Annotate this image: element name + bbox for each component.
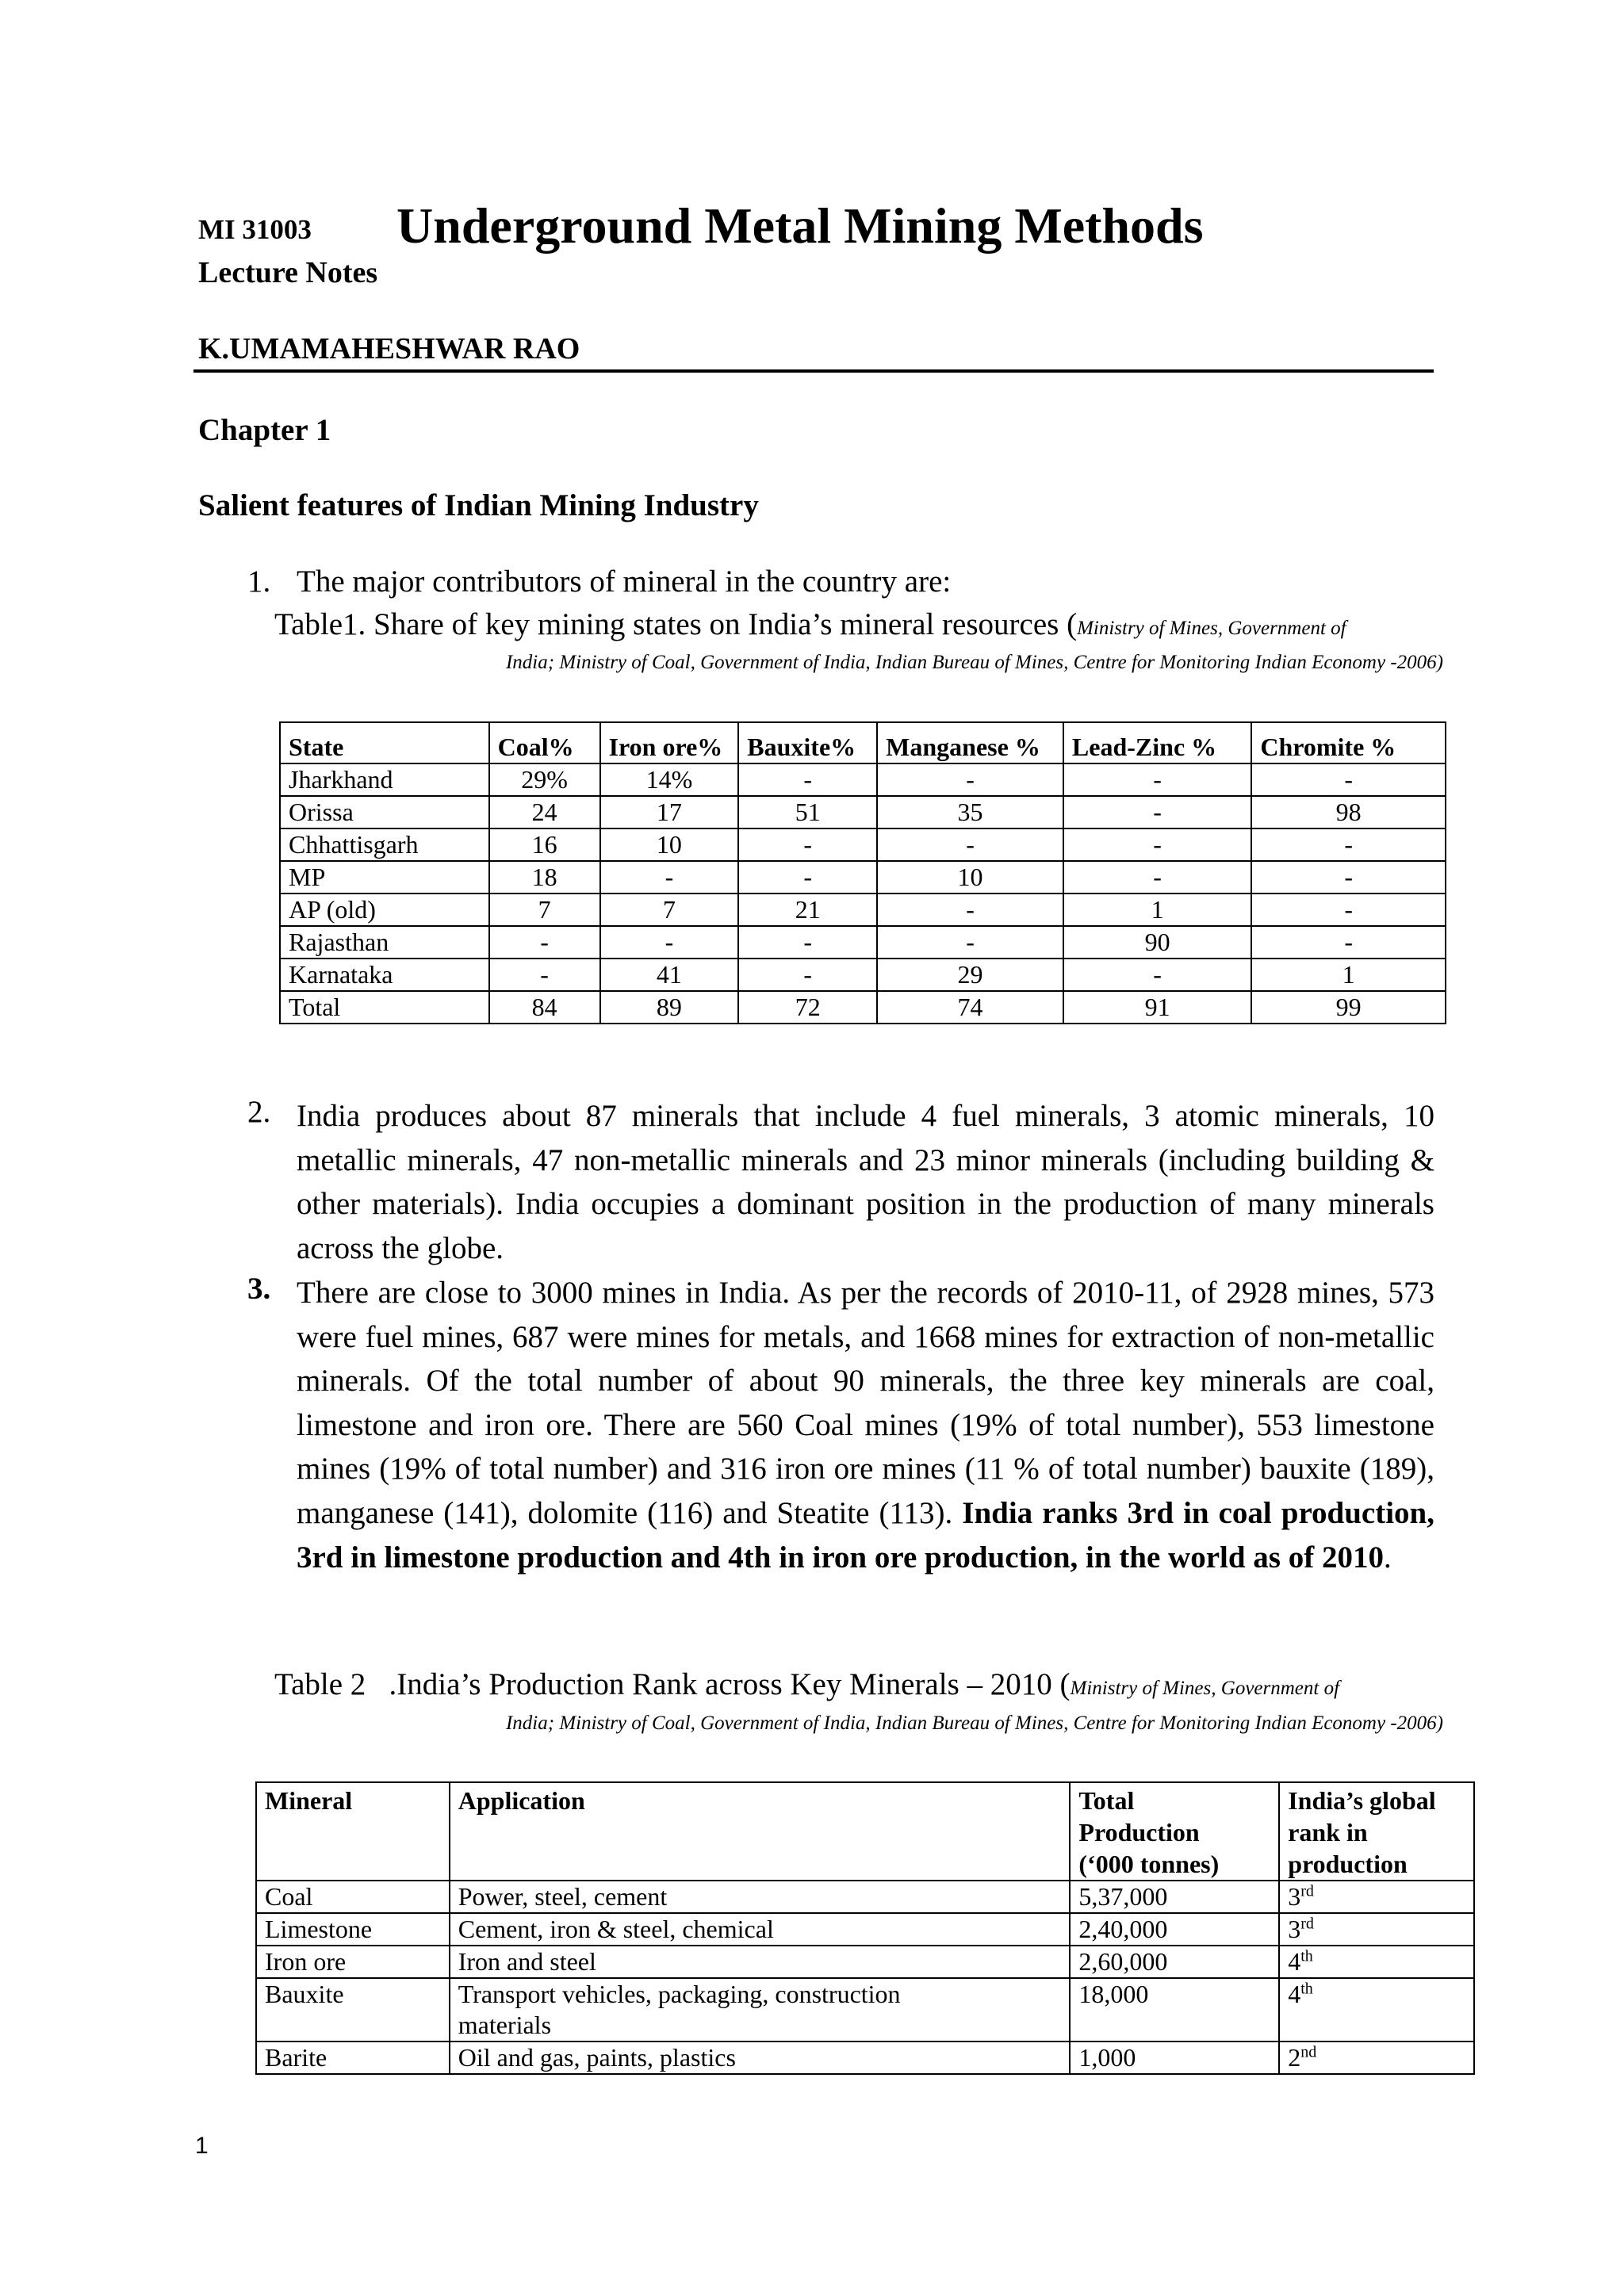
production-cell: 5,37,000	[1070, 1881, 1279, 1913]
table-row	[280, 828, 1446, 861]
mineral-cell: Barite	[256, 2042, 450, 2074]
column-header: Chromite %	[1251, 722, 1446, 763]
table-cell: 29	[877, 959, 1063, 991]
item-text-bold: India ranks 3rd in coal production, 3rd in limestone production and 4th in iron ore production, in the world as of 2010	[297, 1495, 1434, 1575]
mineral-cell: Coal	[256, 1881, 450, 1913]
table1-source-line1: Ministry of Mines, Government of	[1077, 618, 1346, 639]
mineral-cell: Bauxite	[256, 1978, 450, 2042]
table-cell: -	[1251, 828, 1446, 861]
page-number: 1	[195, 2133, 209, 2159]
table-row	[256, 1881, 1474, 1913]
column-header: State	[280, 722, 489, 763]
production-rank-table	[255, 1781, 1475, 2075]
table-cell: 1	[1251, 959, 1446, 991]
table-cell: -	[738, 763, 877, 796]
table1-caption-text: Table1. Share of key mining states on India’s mineral resources (	[274, 607, 1078, 641]
item-number: 2.	[247, 1095, 271, 1129]
rank-suffix: rd	[1300, 1915, 1314, 1933]
state-cell: Rajasthan	[280, 926, 489, 959]
table1-source-line2: India; Ministry of Coal, Government of India, Indian Bureau of Mines, Centre for Monitoring Indian Economy -2006)	[505, 652, 1443, 673]
table-cell: -	[1063, 861, 1251, 894]
table-cell: 29%	[489, 763, 600, 796]
table-row	[280, 763, 1446, 796]
table-cell: -	[1063, 828, 1251, 861]
table-cell: 17	[600, 796, 739, 828]
table-cell: 99	[1251, 991, 1446, 1024]
page-title: Underground Metal Mining Methods	[396, 197, 1204, 254]
table-row	[280, 959, 1446, 991]
table2-caption-text: Table 2 .India’s Production Rank across Key Minerals – 2010 (	[274, 1667, 1071, 1701]
table-cell: -	[1063, 959, 1251, 991]
table-cell: -	[1251, 894, 1446, 926]
state-cell: AP (old)	[280, 894, 489, 926]
production-cell: 1,000	[1070, 2042, 1279, 2074]
item-text-end: .	[1383, 1540, 1392, 1575]
table-cell: 89	[600, 991, 739, 1024]
table-header-row	[280, 722, 1446, 763]
list-item-text: The major contributors of mineral in the country are:	[297, 564, 952, 599]
column-header: Mineral	[256, 1782, 450, 1881]
rank-cell	[1279, 1946, 1474, 1978]
table-cell: -	[877, 763, 1063, 796]
rank-cell	[1279, 1881, 1474, 1913]
table-row	[256, 1913, 1474, 1946]
table-cell: -	[738, 828, 877, 861]
table-cell: 41	[600, 959, 739, 991]
table-cell: 72	[738, 991, 877, 1024]
table-cell: -	[600, 926, 739, 959]
production-cell: 2,60,000	[1070, 1946, 1279, 1978]
mining-states-table	[279, 721, 1446, 1024]
table-cell: -	[877, 894, 1063, 926]
table-cell: -	[600, 861, 739, 894]
author: K.UMAMAHESHWAR RAO	[198, 332, 580, 365]
state-cell: Jharkhand	[280, 763, 489, 796]
table1-caption	[274, 607, 1346, 642]
table-row-total	[280, 991, 1446, 1024]
list-item-text: India produces about 87 minerals that include 4 fuel minerals, 3 atomic minerals, 10 metallic minerals, 47 non-metallic minerals and 23 minor minerals (including building & other materials). India occupies a dominant position in the production of many minerals across the globe.	[297, 1099, 1434, 1265]
column-header: Bauxite%	[738, 722, 877, 763]
table-cell: 10	[600, 828, 739, 861]
rank-suffix: rd	[1300, 1882, 1314, 1900]
table-cell: -	[1063, 796, 1251, 828]
table-cell: 74	[877, 991, 1063, 1024]
column-header: Manganese %	[877, 722, 1063, 763]
table-cell: 84	[489, 991, 600, 1024]
state-cell: Chhattisgarh	[280, 828, 489, 861]
item-number: 3.	[247, 1272, 271, 1306]
table-row	[280, 861, 1446, 894]
table-row	[256, 2042, 1474, 2074]
production-cell: 18,000	[1070, 1978, 1279, 2042]
table-cell: 18	[489, 861, 600, 894]
state-cell: MP	[280, 861, 489, 894]
table-cell: -	[1251, 763, 1446, 796]
rank-value: 3	[1288, 1882, 1301, 1911]
column-header: Application	[450, 1782, 1071, 1881]
course-code: MI 31003	[198, 214, 312, 245]
mineral-cell: Iron ore	[256, 1946, 450, 1978]
state-cell: Karnataka	[280, 959, 489, 991]
application-cell: Oil and gas, paints, plastics	[450, 2042, 1071, 2074]
table-row	[280, 926, 1446, 959]
table2-source-line1: Ministry of Mines, Government of	[1070, 1678, 1340, 1699]
table-row	[256, 1946, 1474, 1978]
header-divider	[193, 369, 1434, 373]
table-cell: -	[738, 926, 877, 959]
table-row	[280, 894, 1446, 926]
table-cell: 35	[877, 796, 1063, 828]
table-cell: 51	[738, 796, 877, 828]
table-cell: 21	[738, 894, 877, 926]
table2-caption	[274, 1667, 1339, 1702]
state-cell: Orissa	[280, 796, 489, 828]
application-cell: Transport vehicles, packaging, construction materials	[450, 1978, 1071, 2042]
table-cell: 16	[489, 828, 600, 861]
rank-cell	[1279, 1913, 1474, 1946]
table-cell: 90	[1063, 926, 1251, 959]
table-cell: -	[1063, 763, 1251, 796]
table-cell: 14%	[600, 763, 739, 796]
table-cell: -	[1251, 861, 1446, 894]
column-header: Lead-Zinc %	[1063, 722, 1251, 763]
rank-value: 3	[1288, 1915, 1301, 1943]
mineral-cell: Limestone	[256, 1913, 450, 1946]
table-cell: 24	[489, 796, 600, 828]
item-number: 1.	[247, 564, 271, 599]
application-cell: Cement, iron & steel, chemical	[450, 1913, 1071, 1946]
item-text-regular: There are close to 3000 mines in India. As per the records of 2010-11, of 2928 mines, 573 were fuel mines, 687 were mines for metals, and 1668 mines for extraction of non-metallic minerals. Of the total number of about 90 minerals, the three key minerals are coal, limestone and iron ore. There are 560 Coal mines (19% of total number), 553 limestone mines (19% of total number) and 316 iron ore mines (11 % of total number) bauxite (189), manganese (141), dolomite (116) and Steatite (113).	[297, 1276, 1434, 1530]
column-header: Iron ore%	[600, 722, 739, 763]
chapter-heading: Chapter 1	[198, 413, 331, 447]
rank-cell	[1279, 1978, 1474, 2042]
table-header-row	[256, 1782, 1474, 1881]
table-cell: 7	[600, 894, 739, 926]
table-cell: 1	[1063, 894, 1251, 926]
table-cell: 10	[877, 861, 1063, 894]
list-item-text	[297, 1271, 1434, 1579]
rank-suffix: nd	[1300, 2043, 1317, 2061]
rank-suffix: th	[1300, 1947, 1313, 1965]
table-cell: -	[877, 926, 1063, 959]
table-cell: -	[1251, 926, 1446, 959]
section-heading: Salient features of Indian Mining Industry	[198, 488, 759, 522]
table-row	[280, 796, 1446, 828]
table-cell: -	[738, 959, 877, 991]
table-cell: 98	[1251, 796, 1446, 828]
table-cell: -	[877, 828, 1063, 861]
table-row	[256, 1978, 1474, 2042]
rank-cell	[1279, 2042, 1474, 2074]
subtitle: Lecture Notes	[198, 256, 378, 289]
column-header: Total Production (‘000 tonnes)	[1070, 1782, 1279, 1881]
rank-value: 2	[1288, 2043, 1301, 2072]
table-cell: 91	[1063, 991, 1251, 1024]
table-cell: -	[489, 959, 600, 991]
column-header: India’s global rank in production	[1279, 1782, 1474, 1881]
rank-value: 4	[1288, 1980, 1301, 2008]
state-cell: Total	[280, 991, 489, 1024]
application-cell: Iron and steel	[450, 1946, 1071, 1978]
application-cell: Power, steel, cement	[450, 1881, 1071, 1913]
rank-value: 4	[1288, 1947, 1301, 1976]
rank-suffix: th	[1300, 1980, 1313, 1998]
column-header: Coal%	[489, 722, 600, 763]
production-cell: 2,40,000	[1070, 1913, 1279, 1946]
table-cell: -	[489, 926, 600, 959]
table2-source-line2: India; Ministry of Coal, Government of India, Indian Bureau of Mines, Centre for Monitoring Indian Economy -2006)	[505, 1712, 1443, 1734]
table-cell: 7	[489, 894, 600, 926]
table-cell: -	[738, 861, 877, 894]
